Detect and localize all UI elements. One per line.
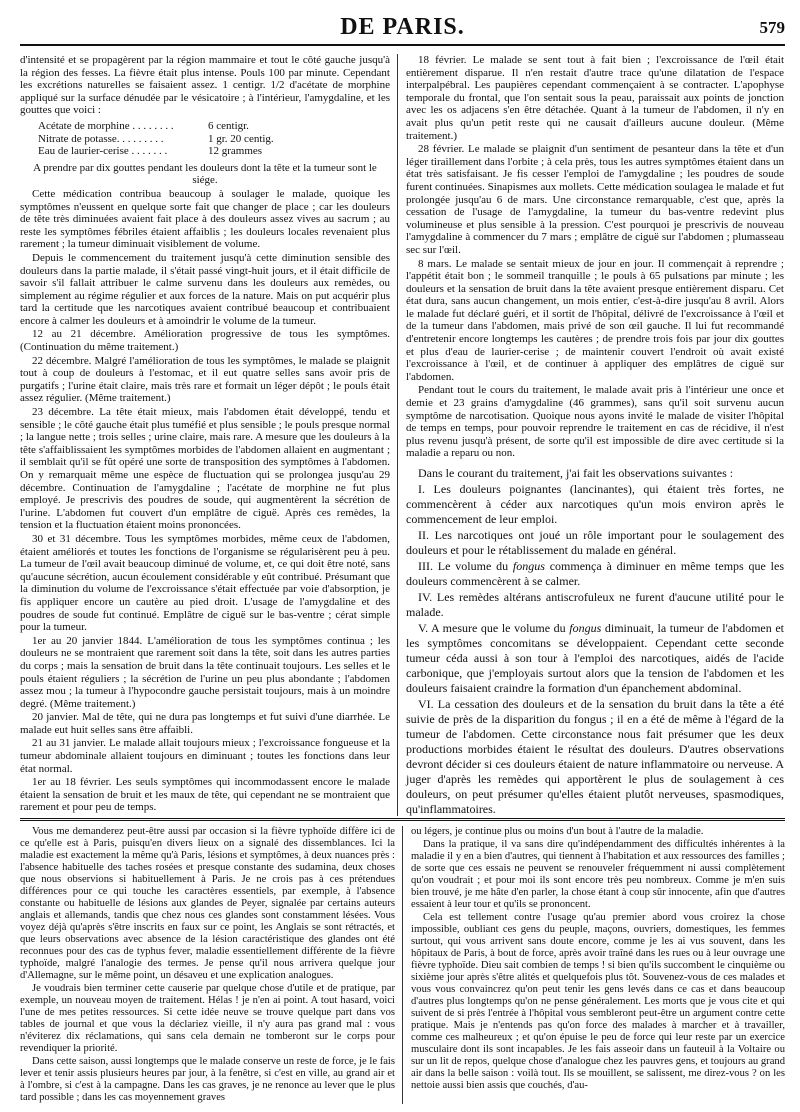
article-left-column	[20, 54, 398, 816]
paragraph: 23 décembre. La tête était mieux, mais l'abdomen était développé, tendu et sensible ; le côté gauche était plus tuméfié et plus sensible ; le pouls presque normal ; la langue nette ; trois selles ; urine claire, mais rare. A mesure que les douleurs à la tête s'affaiblissaient les symptômes morbides de l'abdomen allaient en augmentant ; il semblait qu'il se fût opéré une sorte de transposition des symptômes à l'abdomen. On y remarquait même une espèce de fluctuation qui se prolongea jusqu'au 29 décembre. Continuation de l'amygdaline ; l'acétate de morphine ne fut plus employé. Je prescrivis des poudres de soude, qui augmentèrent la sécrétion de l'urine. L'abdomen fut couvert d'un emplâtre de ciguë. Après ces remèdes, la tension et la fluctuation étaient moins prononcées.	[20, 406, 390, 532]
observation-4: IV. Les remèdes altérans antiscrofuleux ne furent d'aucune utilité pour le malade.	[406, 590, 784, 619]
paragraph: 1er au 20 janvier 1844. L'amélioration de tous les symptômes continua ; les douleurs ne se montraient que rarement soit dans la tête, soit dans les autres parties du corps ; mais la sensation de bruit dans la tête continuait toujours. Les selles et le pouls étaient réguliers ; la sécrétion de l'urine un peu plus abondante ; l'abdomen assez mou ; la tumeur à l'hypocondre gauche persistait toujours, mais à un moindre degré. (Même traitement.)	[20, 634, 390, 710]
newspaper-page	[20, 14, 785, 1104]
observation-3	[406, 559, 784, 589]
paragraph: Depuis le commencement du traitement jusqu'à cette diminution sensible des douleurs dans la partie malade, il s'était passé vingt-huit jours, et il était difficile de savoir s'il fallait attribuer le calme survenu dans les douleurs aux remèdes, ou simplement au régime régulier et aux forces de la nature. Mais on put acquérir plus tard la certitude que les narcotiques avaient contribué beaucoup et contribuaient encore à calmer les douleurs et à amoindrir le volume de la tumeur.	[20, 251, 390, 327]
ingredient: Eau de laurier-cerise . . . . . . .	[38, 145, 168, 158]
paragraph: 28 février. Le malade se plaignit d'un sentiment de pesanteur dans la tête et d'un léger tiraillement dans l'orbite ; à cela près, tous les autres symptômes étaient dans un état très satisfaisant. Je fis cesser l'emploi de l'amygdaline ; les poudres de soude furent continuées. Sinapismes aux mollets. Cette médication soulagea le malade et fut prolongée jusqu'au 6 de mars. Une circonstance remarquable, c'est que, après la cessation de l'usage de l'amygdaline, la tumeur du bas-ventre redevint plus volumineuse et plus sensible à la pression. C'est pourquoi je prescrivis de nouveau l'amygdaline à commencer du 7 mars ; emplâtre de ciguë sur l'abdomen ; plumasseau sec sur l'œil.	[406, 143, 784, 256]
paragraph: 8 mars. Le malade se sentait mieux de jour en jour. Il commençait à reprendre ; l'appétit était bon ; le sommeil tranquille ; le pouls à 65 pulsations par minute ; les douleurs et la sensation de bruit dans la tête avaient presque entièrement disparu. Cet état dura, sans aucun changement, un mois entier, c'est-à-dire jusqu'au 8 avril. Alors le malade fut déclaré guéri, et il sortit de l'hôpital, délivré de l'excroissance à l'œil et de la tumeur dans l'abdomen, mais privé de son œil gauche. Il lui fut recommandé d'entretenir encore longtemps les cautères ; de prendre trois fois par jour dix gouttes et plus d'eau de laurier-cerise ; de maintenir couvert l'endroit où avait existé l'excroissance à l'œil, et de continuer à appliquer des emplâtres de ciguë sur l'abdomen.	[406, 257, 784, 383]
observation-text: diminuait, la tumeur de l'abdomen et les symptômes concomitans se développaient. Cependant cette seconde tumeur céda aussi à son tour à l'emploi des narcotiques, aidés de l'acide carbonique, que j'employais surtout alors que la tension de l'abdomen et les douleurs faisaient craindre la formation d'un épanchement abdominal.	[406, 621, 784, 695]
observation-text: V. A mesure que le volume du	[418, 621, 570, 635]
paragraph: 30 et 31 décembre. Tous les symptômes morbides, même ceux de l'abdomen, étaient améliorés et toutes les fonctions de l'organisme se régularisèrent peu à peu. La tumeur de l'œil avait beaucoup diminué de volume, et, ce qui doit être noté, sans qu'aucune sécrétion, aucun écoulement considérable y eût contribué. Présumant que la diminution du volume de l'excroissance s'était effectuée par voie d'absorption, je fis appliquer encore un cautère au pied droit. L'usage de l'amygdaline et des poudres de soude fut continué. Emplâtre de ciguë sur le bas-ventre ; cérat simple pour la tumeur.	[20, 532, 390, 634]
ingredient: Acétate de morphine . . . . . . . .	[38, 119, 174, 132]
running-head	[20, 14, 785, 46]
paragraph: Cette médication contribua beaucoup à soulager le malade, quoique les symptômes n'eussent en quelque sorte fait que changer de place ; car les douleurs de tête très diminuées avaient fait place à des douleurs assez vives au sacrum ; au reste les symptômes fébriles étaient affaiblis ; les douleurs locales revenaient plus rarement ; la tumeur diminuait visiblement de volume.	[20, 187, 390, 251]
paragraph: ou légers, je continue plus ou moins d'un bout à l'autre de la maladie.	[411, 826, 704, 837]
observation-term: fongus	[569, 621, 602, 635]
paragraph: 22 décembre. Malgré l'amélioration de tous les symptômes, le malade se plaignit tout à coup de douleurs à l'estomac, et il eut quatre selles sans avoir pris de purgatifs ; l'urine était claire, mais très rare et formait un léger dépôt ; le pouls était assez régulier. (Même traitement.)	[20, 354, 390, 405]
observation-text: commença à diminuer en même temps que les douleurs commencèrent à se calmer.	[406, 559, 784, 588]
paragraph: Pendant tout le cours du traitement, le malade avait pris à l'intérieur une once et demie et 23 grains d'amygdaline (46 grammes), sans qu'il soit survenu aucun symptôme de narcotisation. Quoique nous ayons invité le malade de visiter l'hôpital de temps en temps, pour pouvoir reprendre le traitement en cas de récidive, il n'est plus revenu jusqu'à présent, de sorte qu'il est impossible de dire avec certitude si la maladie a reparu ou non.	[406, 384, 784, 460]
page-number: 579	[759, 18, 785, 37]
quantity: 1 gr. 20 centig.	[208, 132, 274, 145]
observation-2: II. Les narcotiques ont joué un rôle important pour le soulagement des douleurs et pour le rétablissement du malade en général.	[406, 528, 784, 557]
prescription-row	[38, 133, 390, 146]
paragraph: d'intensité et se propagèrent par la région mammaire et tout le côté gauche jusqu'à la région des fesses. La fièvre était plus intense. Pouls 100 par minute. Cependant les excrétions naturelles se faisaient assez. 1 centigr. 1/2 d'acétate de morphine appliqué sur la surface dénudée par le vésicatoire ; à l'intérieur, l'amygdaline, et les gouttes que voici :	[20, 54, 390, 117]
observations-intro: Dans le courant du traitement, j'ai fait les observations suivantes :	[418, 466, 734, 480]
main-article	[20, 54, 785, 816]
observation-6: VI. La cessation des douleurs et de la sensation du bruit dans la tête a été suivie de près de la disparition du fongus ; il en a été de même à l'égard de la tumeur de l'abdomen. Cette circonstance nous fait présumer que les deux productions morbides étaient le résultat des douleurs. D'autres observations devront décider si ces douleurs étaient de nature inflammatoire ou nerveuse. A juger d'après les remèdes qui apportèrent le plus de soulagement à ces douleurs, on peut présumer qu'elles étaient plutôt nerveuses, spasmodiques, qu'inflammatoires.	[406, 697, 784, 816]
paragraph: Je voudrais bien terminer cette causerie par quelque chose d'utile et de pratique, par exemple, un nouveau moyen de traitement. Hélas ! je n'en ai point. A tout hasard, voici l'une de mes petites ressources. Si cette idée neuve se trouve quelque part dans vos tables de journal et que vous la déclariez vieille, il n'y aura pas grand mal : vous n'éviterez dix réclamations, qui sans cela demain ne tomberont sur le corps pour revendiquer la priorité.	[20, 983, 395, 1054]
feuilleton-left-column	[20, 826, 403, 1104]
observation-term: fongus	[512, 559, 545, 573]
prescription-row	[38, 120, 390, 133]
observation-5	[406, 621, 784, 696]
observation-1: I. Les douleurs poignantes (lancinantes), qui étaient très fortes, ne commencèrent à céder aux narcotiques qu'un mois environ après le commencement de leur emploi.	[406, 482, 784, 526]
paragraph: 18 février. Le malade se sent tout à fait bien ; l'excroissance de l'œil était entièrement disparue. Il n'en restait d'autre trace qu'une dilatation de l'espace interpalpébral. Les paupières cependant commençaient à se contracter. L'apophyse temporale du frontal, que l'on sentait sous la peau, paraissait aux points de jonction avec les os adjacens s'en être détachée. Quant à la tumeur de l'abdomen, il n'y en avait plus qu'un petit reste qui ne causait d'ailleurs aucune douleur. (Même traitement.)	[406, 54, 784, 142]
ingredient: Nitrate de potasse. . . . . . . . .	[38, 132, 164, 145]
paragraph: 12 au 21 décembre. Amélioration progressive de tous les symptômes. (Continuation du même traitement.)	[20, 328, 390, 354]
paragraph: 1er au 18 février. Les seuls symptômes qui incommodassent encore le malade étaient la sensation de bruit et les maux de tête, qui cependant ne se montraient que rarement et pour peu de temps.	[20, 776, 390, 814]
article-right-column	[398, 54, 784, 816]
prescription-note: A prendre par dix gouttes pendant les douleurs dont la tête et la tumeur sont le siége.	[33, 161, 377, 187]
feuilleton	[20, 826, 785, 1104]
feuilleton-right-column	[403, 826, 785, 1104]
prescription-list	[38, 120, 390, 158]
paragraph: 21 au 31 janvier. Le malade allait toujours mieux ; l'excroissance fongueuse et la tumeur abdominale allaient toujours en diminuant ; toutes les fonctions dans leur état normal.	[20, 737, 390, 775]
feuilleton-divider	[20, 818, 785, 821]
paragraph: Dans la pratique, il va sans dire qu'indépendamment des difficultés inhérentes à la maladie il y en a bien d'autres, qui tiennent à l'habitation et aux ressources des familles ; de sorte que ces essais ne peuvent se renouveler fréquemment ni aussi complètement qu'on voudrait ; et pour moi ils sont encore très peu nombreux. Comme je m'en suis bien trouvé, je me hâte d'en parler, la chose étant à coup sûr innocente, afin que d'autres essaient à leur tour et qu'ils se prononcent.	[411, 839, 785, 910]
paragraph: 20 janvier. Mal de tête, qui ne dura pas longtemps et fut suivi d'une diarrhée. Le malade eut huit selles sans être affaibli.	[20, 711, 390, 736]
quantity: 6 centigr.	[208, 119, 249, 132]
paragraph: Cela est tellement contre l'usage qu'au premier abord vous croirez la chose impossible, oubliant ces gens du peuple, maçons, ouvriers, domestiques, les femmes surtout, qui vous arrivent sans doute encore, comme je les ai vus souvent, dans les hôpitaux de Paris, à bout de force, après avoir traîné dans les rues ou à leur ouvrage une fièvre typhoïde. Dieu sait combien de temps ! si bien qu'ils succombent le cinquième ou sixième jour après s'être alités et quelquefois plus tôt. Souvenez-vous de ces malades et vous vous convaincrez qu'on peut tenir les gens levés dans ce cas et dans beaucoup d'autres plus longtemps qu'on ne pense généralement. Les morts que je vous cite et qui suivent de si près l'entrée à l'hôpital vous sembleront peut-être un argument contre cette pratique. Mais je n'entends pas qu'on force des malades à marcher et à travailler, comme ces malheureux ; et qu'on épuise le peu de force qui leur reste par un exercice musculaire dont ils sont incapables. Je les fais asseoir dans un fauteuil à la Voltaire ou sur un lit de repos, quelque chose d'analogue chez les pauvres gens, et toujours au grand air dans la belle saison : voilà tout. Ils se mouillent, se salissent, me direz-vous ? on les nettoie aussi bien assis que couchés, d'au-	[411, 912, 785, 1091]
paragraph: Vous me demanderez peut-être aussi par occasion si la fièvre typhoïde diffère ici de ce qu'elle est à Paris, puisqu'en divers lieux on a signalé des dissemblances. Ici la maladie est exactement la même qu'à Paris, lésions et symptômes, à deux nuances près : l'absence habituelle des taches rosées et presque constante des sudamina, deux choses que nous observions si habituellement à Paris. Je ne crois pas à ces prétendues différences pour ce qui touche les caractères essentiels, par exemple, à l'absence constante ou habituelle de lésions aux glandes de Peyer, signalée par certains auteurs anglais et allemands, tandis que chez nous ces glandes sont constamment lésées. Vous voyez déjà qu'après s'être inscrits en faux sur ce point, les Anglais se sont rétractés, et que leurs observations avec absence de la lésion caractéristique des glandes ont été reconnues pour des cas de typhus fever, maladie essentiellement différente de la fièvre typhoïde, malgré l'analogie des termes. Je pense qu'il nous arrivera quelque jour d'Allemagne, sur le même point, un désaveu et une explication analogues.	[20, 826, 395, 981]
prescription-row	[38, 145, 390, 158]
paragraph: Dans cette saison, aussi longtemps que le malade conserve un reste de force, je le fais lever et tenir assis plusieurs heures par jour, à la fenêtre, si c'est en ville, au grand air et à l'ombre, si c'est à la campagne. Dans les cas graves, je ne renonce au lever que le plus tard possible ; dans les cas moyennement graves	[20, 1056, 395, 1103]
observation-text: III. Le volume du	[418, 559, 513, 573]
quantity: 12 grammes	[208, 145, 263, 158]
page-title: DE PARIS.	[340, 14, 465, 40]
